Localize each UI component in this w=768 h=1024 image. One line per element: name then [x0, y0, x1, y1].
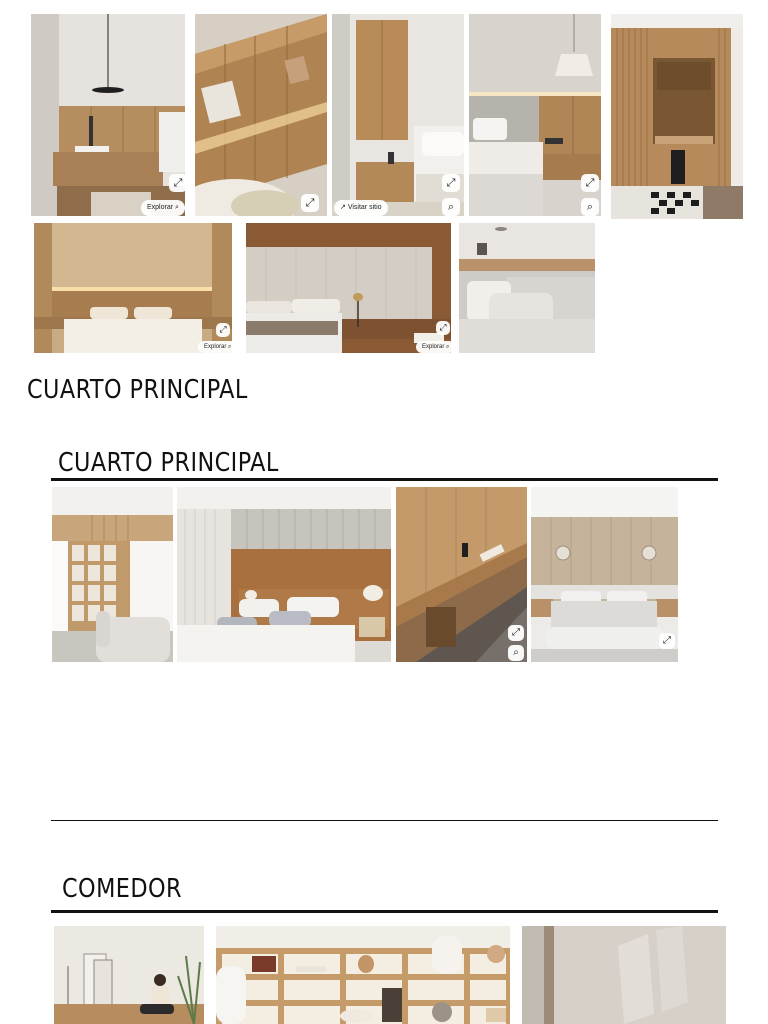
section-title-cuarto-principal: CUARTO PRINCIPAL	[58, 448, 279, 478]
explore-chip[interactable]: Explorar ⌕	[416, 341, 451, 353]
expand-icon[interactable]: ⤢	[508, 625, 524, 641]
explore-chip[interactable]: Explorar ⌕	[141, 200, 185, 216]
lens-icon[interactable]: ⌕	[442, 198, 460, 216]
section-rule	[51, 478, 718, 481]
dining-photo-oak-shelving	[216, 926, 510, 1024]
bedroom-photo-grey-headboard	[459, 223, 595, 353]
explore-chip[interactable]: Explorar ⌕	[198, 341, 232, 353]
master-bedroom-photo-round-sconces	[531, 487, 678, 662]
section-title-comedor: COMEDOR	[62, 874, 182, 904]
bedroom-photo-walnut-frame	[246, 223, 451, 353]
bedroom-photo-crystal-pendant	[469, 14, 601, 216]
master-bedroom-photo-angled-headboard	[396, 487, 527, 662]
visit-site-chip[interactable]: ↗ Visitar sitio	[334, 200, 388, 216]
lens-icon[interactable]: ⌕	[508, 645, 524, 661]
page-section-label: CUARTO PRINCIPAL	[27, 375, 248, 405]
bedroom-photo-wardrobe-desk	[611, 14, 743, 219]
expand-icon[interactable]: ⤢	[216, 323, 230, 337]
expand-icon[interactable]: ⤢	[301, 194, 319, 212]
dining-photo-sunlit-wall	[522, 926, 726, 1024]
bedroom-photo-lit-shelf-headboard	[195, 14, 327, 216]
expand-icon[interactable]: ⤢	[436, 321, 450, 335]
expand-icon[interactable]: ⤢	[442, 174, 460, 192]
expand-icon[interactable]: ⤢	[659, 633, 675, 649]
bedroom-photo-warm-recess	[34, 223, 232, 353]
expand-icon[interactable]: ⤢	[169, 174, 185, 192]
section-rule	[51, 910, 718, 913]
expand-icon[interactable]: ⤢	[581, 174, 599, 192]
master-bedroom-photo-shelving	[52, 487, 173, 662]
bedroom-photo-tall-cabinet	[332, 14, 464, 216]
section-divider	[51, 820, 718, 821]
dining-photo-reading-corner	[54, 926, 204, 1024]
bedroom-photo-pendant-nightstand	[31, 14, 185, 216]
master-bedroom-photo-main-bed	[177, 487, 391, 662]
lens-icon[interactable]: ⌕	[581, 198, 599, 216]
